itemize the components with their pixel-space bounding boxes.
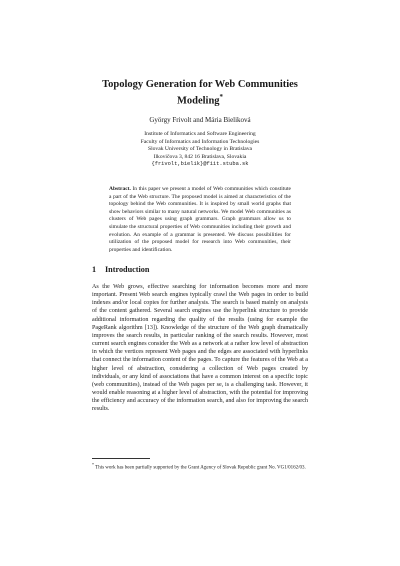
affiliation-line: Faculty of Informatics and Information Technologies — [140, 138, 260, 145]
footnote-text: This work has been partially supported by the Grant Agency of Slovak Republic grant No. VG1/0162/03. — [95, 465, 306, 471]
section-heading — [92, 265, 149, 275]
section-title: Introduction — [105, 265, 150, 274]
paper-title — [60, 78, 340, 108]
title-line-1: Topology Generation for Web Communities — [102, 79, 298, 90]
footnote-mark: * — [92, 462, 94, 467]
author-list: György Frivolt and Mária Bieliková — [149, 116, 251, 124]
title-footnote-mark: * — [219, 93, 224, 101]
affiliation-block — [60, 131, 340, 169]
abstract-label: Abstract. — [109, 186, 131, 192]
section-number: 1 — [92, 265, 97, 274]
body-paragraph: As the Web grows, effective searching for information becomes more and more important. Present Web search engines typically crawl the Web pages in order to build indexes and/or local copies for further analysis. The search is based mainly on analysis of the content gathered. Several search engines use the hyperlink structure to provide additional information regarding the quality of the results (using for example the PageRank algorithm [13]). Knowledge of the structure of the Web graph dramatically improves the search results, in particular ranking of the search results. However, most current search engines consider the Web as a network at a rather low level of abstraction in which the vertices represent Web pages and the edges are associated with hyperlinks that connect the information content of the pages. To capture the features of the Web at a higher level of abstraction, considering a collection of Web pages created by individuals, or any kind of associations that have a common interest on a specific topic (web communities), instead of the Web pages per se, is a challenging task. However, it would enable reasoning at a higher level of abstraction, with the potential for improving the efficiency and accuracy of the information search, and also for improving the search results. — [92, 284, 308, 413]
abstract — [109, 186, 291, 254]
affiliation-line: Institute of Informatics and Software Engineering — [144, 131, 256, 137]
affiliation-line: Slovak University of Technology in Bratislava — [147, 146, 253, 153]
title-line-2: Modeling — [176, 95, 220, 107]
affiliation-line: Ilkovičova 3, 842 16 Bratislava, Slovakia — [153, 153, 247, 160]
author-email: {frivolt,bielik}@fiit.stuba.sk — [151, 161, 249, 168]
abstract-text: In this paper we present a model of Web communities which constitute a part of the Web structure. The proposed model is aimed at characteristics of the topology behind the Web communities. It is inspired by small world graphs that show behaviors similar to many natural networks. We model Web communities as clusters of Web pages using graph grammars. Graph grammars allow us to simulate the structural properties of Web communities including their growth and evolution. An example of a grammar is presented. We discuss possibilities for utilization of the proposed model for research into Web communities, their properties and identification. — [109, 186, 292, 253]
footnote-divider — [92, 458, 150, 459]
footnote — [92, 461, 308, 472]
